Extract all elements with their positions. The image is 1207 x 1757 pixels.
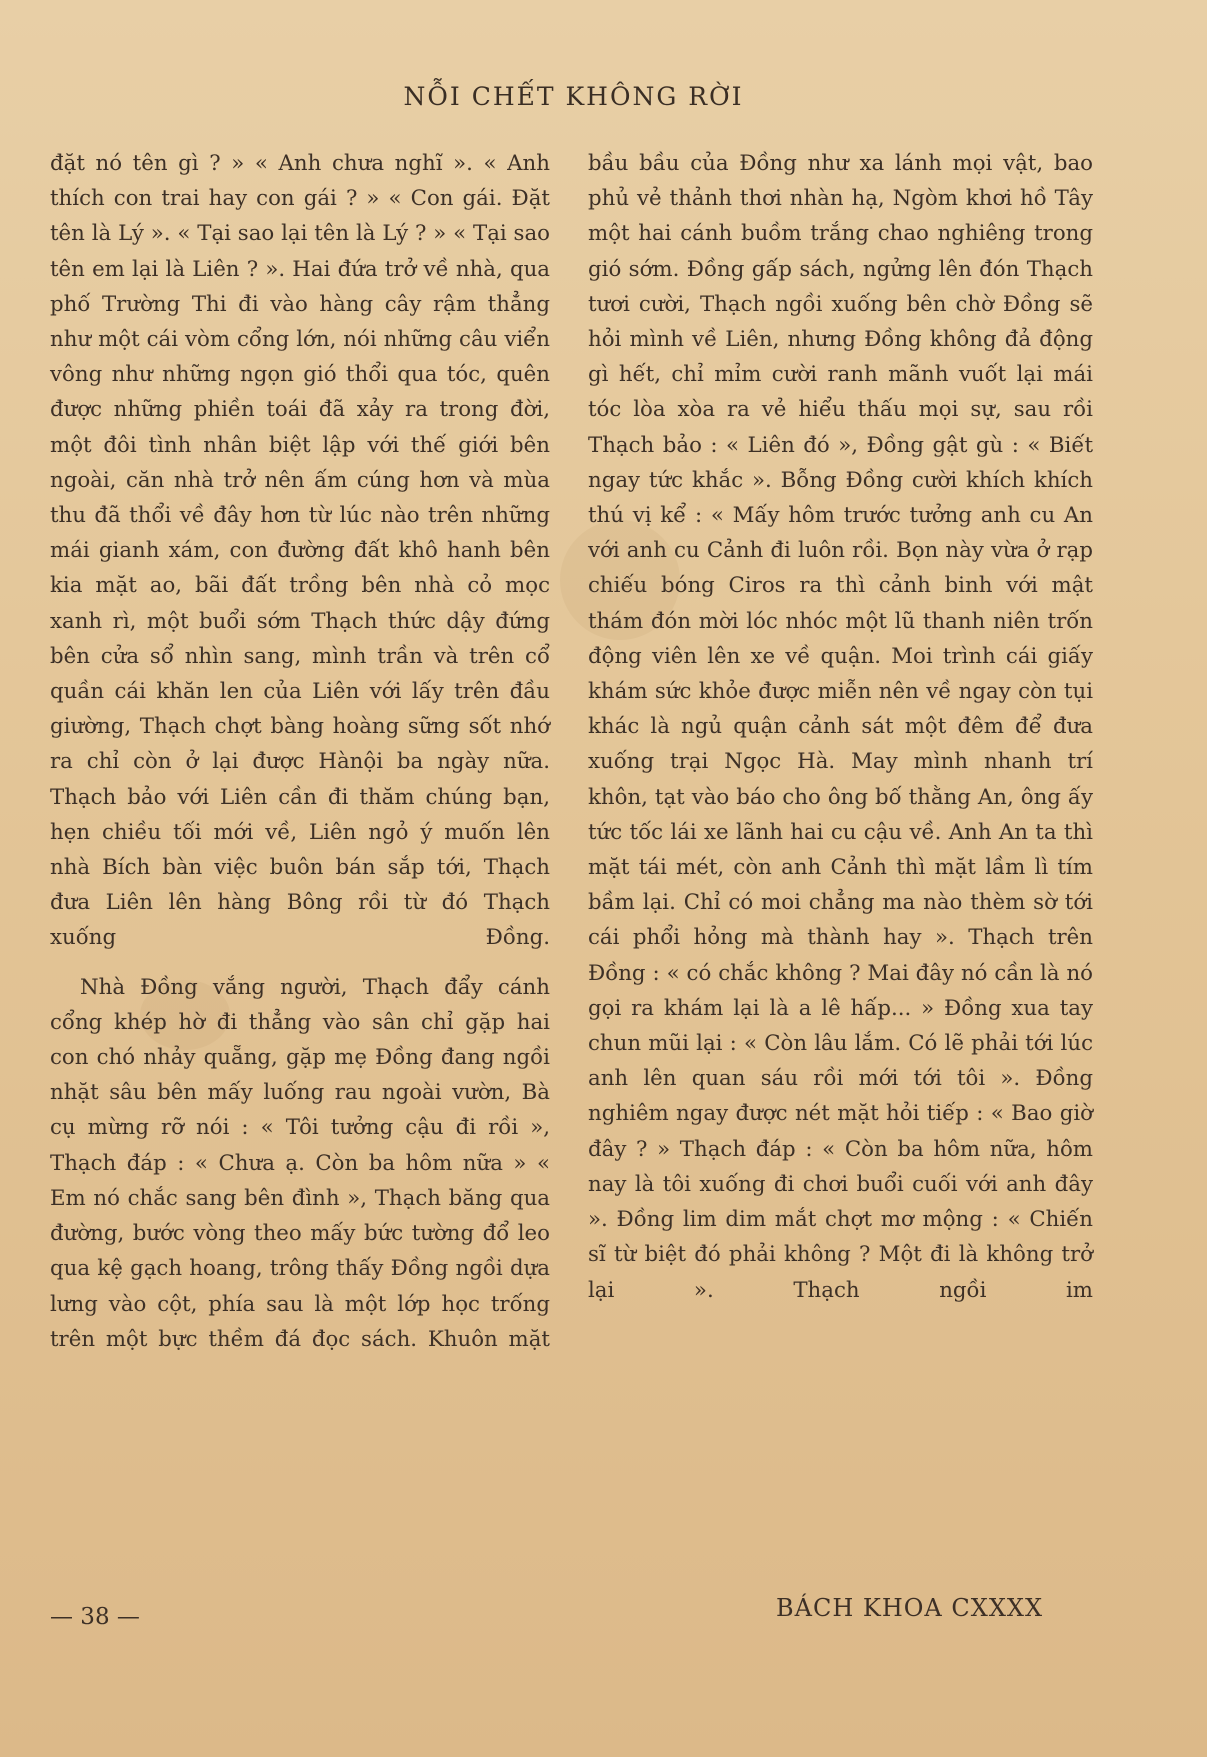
magazine-name: BÁCH KHOA CXXXX xyxy=(776,1594,1044,1622)
page-number: — 38 — xyxy=(50,1604,140,1630)
right-paragraph-1: bầu bầu của Đồng như xa lánh mọi vật, bao phủ vẻ thảnh thơi nhàn hạ, Ngòm khơi hồ Tây một hai cánh buồm trắng chao nghiêng trong gió sớm. Đồng gấp sách, ngửng lên đón Thạch tươi cười, Thạch ngồi xuống bên chờ Đồng sẽ hỏi mình về Liên, nhưng Đồng không đả động gì hết, chỉ mỉm cười ranh mãnh vuốt lại mái tóc lòa xòa ra vẻ hiểu thấu mọi sự, sau rồi Thạch bảo : « Liên đó », Đồng gật gù : « Biết ngay tức khắc ». Bỗng Đồng cười khích khích thú vị kể : « Mấy hôm trước tưởng anh cu An với anh cu Cảnh đi luôn rồi. Bọn này vừa ở rạp chiếu bóng Ciros ra thì cảnh binh với mật thám đón mời lóc nhóc một lũ thanh niên trốn động viên lên xe về quận. Moi trình cái giấy khám sức khỏe được miễn nên về ngay còn tụi khác là ngủ quận cảnh sát một đêm để đưa xuống trại Ngọc Hà. May mình nhanh trí khôn, tạt vào báo cho ông bố thằng An, ông ấy tức tốc lái xe lãnh hai cu cậu về. Anh An ta thì mặt tái mét, còn anh Cảnh thì mặt lầm lì tím bầm lại. Chỉ có moi chẳng ma nào thèm sờ tới cái phổi hỏng mà thành hay ». Thạch trên Đồng : « có chắc không ? Mai đây nó cần là nó gọi ra khám lại là a lê hấp... » Đồng xua tay chun mũi lại : « Còn lâu lắm. Có lẽ phải tới lúc anh lên quan sáu rồi mới tới tôi ». Đồng nghiêm ngay được nét mặt hỏi tiếp : « Bao giờ đây ? » Thạch đáp : « Còn ba hôm nữa, hôm nay là tôi xuống đi chơi buổi cuối với anh đây ». Đồng lim dim mắt chợt mơ mộng : « Chiến sĩ từ biệt đó phải không ? Một đi là không trở lại ». Thạch ngồi im xyxy=(588,151,1093,1303)
left-column xyxy=(50,146,550,1357)
left-paragraph-1: đặt nó tên gì ? » « Anh chưa nghĩ ». « Anh thích con trai hay con gái ? » « Con gái. Đặt tên là Lý ». « Tại sao lại tên là Lý ? » « Tại sao tên em lại là Liên ? ». Hai đứa trở về nhà, qua phố Trường Thi đi vào hàng cây rậm thẳng như một cái vòm cổng lớn, nói những câu viển vông như những ngọn gió thổi qua tóc, quên được những phiền toái đã xảy ra trong đời, một đôi tình nhân biệt lập với thế giới bên ngoài, căn nhà trở nên ấm cúng hơn và mùa thu đã thổi về đây hơn từ lúc nào trên những mái gianh xám, con đường đất khô hanh bên kia mặt ao, bãi đất trồng bên nhà cỏ mọc xanh rì, một buổi sớm Thạch thức dậy đứng bên cửa sổ nhìn sang, mình trần và trên cổ quần cái khăn len của Liên với lấy trên đầu giường, Thạch chợt bàng hoàng sững sốt nhớ ra chỉ còn ở lại được Hànội ba ngày nữa. Thạch bảo với Liên cần đi thăm chúng bạn, hẹn chiều tối mới về, Liên ngỏ ý muốn lên nhà Bích bàn việc buôn bán sắp tới, Thạch đưa Liên lên hàng Bông rồi từ đó Thạch xuống Đồng. xyxy=(50,151,550,951)
running-title: NỖI CHẾT KHÔNG RỜI xyxy=(403,82,744,111)
left-paragraph-2: Nhà Đồng vắng người, Thạch đẩy cánh cổng khép hờ đi thẳng vào sân chỉ gặp hai con chó nhảy quẵng, gặp mẹ Đồng đang ngồi nhặt sâu bên mấy luống rau ngoài vườn, Bà cụ mừng rỡ nói : « Tôi tưởng cậu đi rồi », Thạch đáp : « Chưa ạ. Còn ba hôm nữa » « Em nó chắc sang bên đình », Thạch băng qua đường, bước vòng theo mấy bức tường đổ leo qua kệ gạch hoang, trông thấy Đồng ngồi dựa lưng vào cột, phía sau là một lớp học trống trên một bực thềm đá đọc sách. Khuôn mặt xyxy=(50,974,550,1352)
right-column xyxy=(588,146,1093,1308)
